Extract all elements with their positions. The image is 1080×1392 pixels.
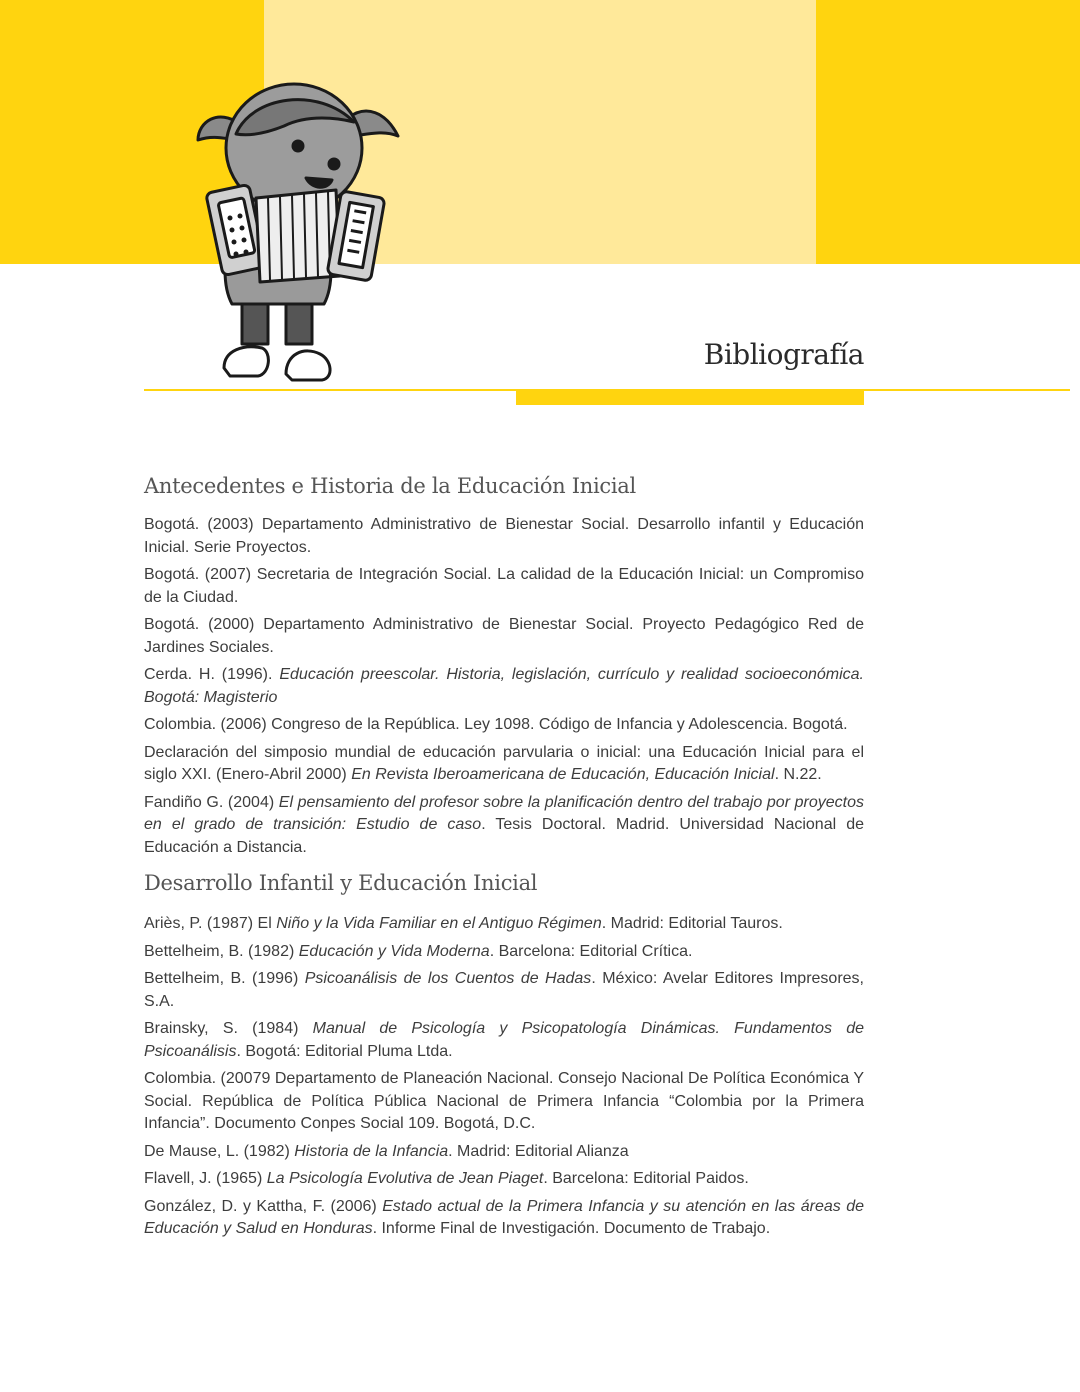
reference-list (144, 514, 864, 859)
reference-item: Cerda. H. (1996). Educación preescolar. Historia, legislación, currículo y realidad socioeconómica. Bogotá: Magisterio (144, 666, 864, 706)
reference-item: Bettelheim, B. (1982) Educación y Vida Moderna. Barcelona: Editorial Crítica. (144, 942, 693, 960)
reference-item: Colombia. (2006) Congreso de la República. Ley 1098. Código de Infancia y Adolescencia. Bogotá. (144, 716, 848, 733)
header-band-right (816, 0, 1080, 264)
reference-item: González, D. y Kattha, F. (2006) Estado actual de la Primera Infancia y su atención en las áreas de Educación y Salud en Honduras. Informe Final de Investigación. Documento de Trabajo. (144, 1197, 864, 1237)
reference-item: Brainsky, S. (1984) Manual de Psicología y Psicopatología Dinámicas. Fundamentos de Psicoanálisis. Bogotá: Editorial Pluma Ltda. (144, 1020, 865, 1060)
title-accent-bar (516, 391, 864, 405)
section-heading: Antecedentes e Historia de la Educación Inicial (144, 474, 636, 498)
girl-with-accordion-illustration (188, 78, 408, 388)
reference-item: Declaración del simposio mundial de educación parvularia o inicial: una Educación Inicial para el siglo XXI. (Enero-Abril 2000) En Revista Iberoamericana de Educación, Educación Inicial. N.22. (144, 743, 864, 783)
reference-item: Fandiño G. (2004) El pensamiento del profesor sobre la planificación dentro del trabajo por proyectos en el grado de transición: Estudio de caso. Tesis Doctoral. Madrid. Universidad Nacional de Educación a Distancia. (144, 793, 865, 856)
reference-item: Colombia. (20079 Departamento de Planeación Nacional. Consejo Nacional De Política Económica Y Social. República de Política Pública Nacional de Primera Infancia “Colombia por la Primera Infancia”. Documento Conpes Social 109. Bogotá, D.C. (144, 1070, 864, 1132)
bibliography-content (144, 474, 864, 1246)
section-heading: Desarrollo Infantil y Educación Inicial (144, 871, 538, 895)
reference-item: Flavell, J. (1965) La Psicología Evolutiva de Jean Piaget. Barcelona: Editorial Paidos. (144, 1170, 749, 1187)
reference-item: Bogotá. (2007) Secretaria de Integración Social. La calidad de la Educación Inicial: un Compromiso de la Ciudad. (144, 566, 864, 606)
reference-item: Ariès, P. (1987) El Niño y la Vida Familiar en el Antiguo Régimen. Madrid: Editorial Tauros. (144, 915, 783, 932)
reference-item: De Mause, L. (1982) Historia de la Infancia. Madrid: Editorial Alianza (144, 1142, 629, 1160)
page-title: Bibliografía (703, 338, 864, 371)
reference-item: Bettelheim, B. (1996) Psicoanálisis de los Cuentos de Hadas. México: Avelar Editores Impresores, S.A. (144, 970, 864, 1010)
reference-list (144, 913, 864, 1241)
reference-item: Bogotá. (2000) Departamento Administrativo de Bienestar Social. Proyecto Pedagógico Red de Jardines Sociales. (144, 616, 864, 656)
reference-item: Bogotá. (2003) Departamento Administrativo de Bienestar Social. Desarrollo infantil y Educación Inicial. Serie Proyectos. (144, 516, 864, 556)
